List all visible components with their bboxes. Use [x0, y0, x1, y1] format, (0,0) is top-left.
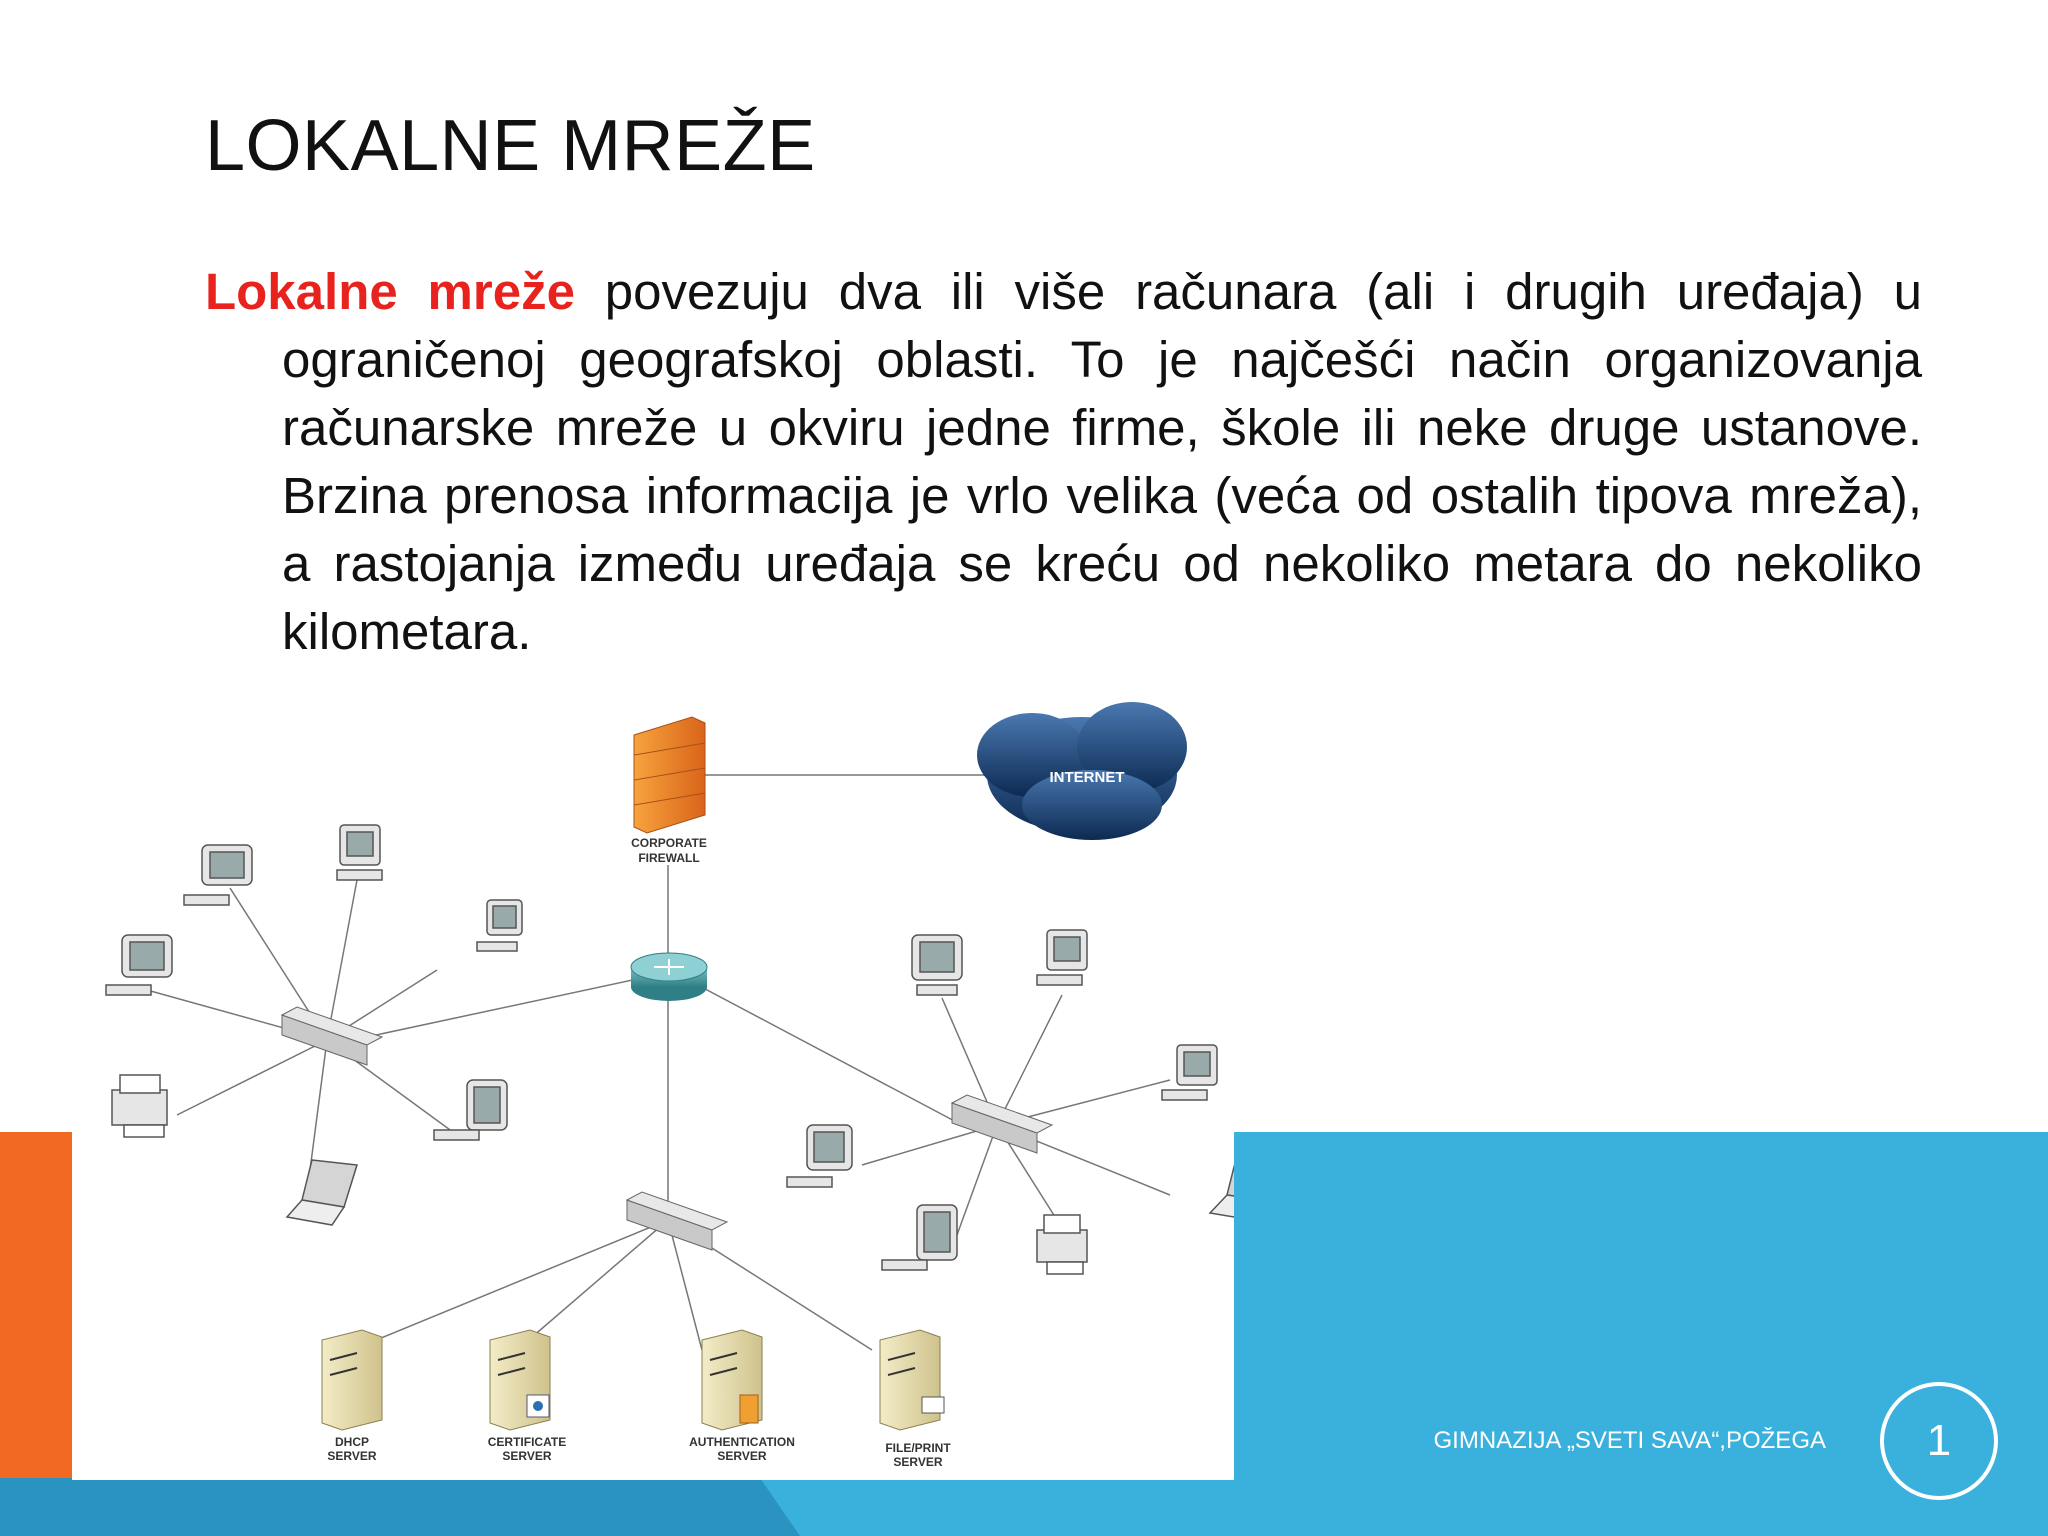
computer-icon	[434, 1080, 507, 1140]
switch-icon-right	[952, 1095, 1052, 1153]
firewall-label-1: CORPORATE	[631, 836, 707, 850]
internet-cloud-icon	[977, 702, 1187, 840]
authentication-server-icon	[689, 1330, 795, 1463]
computer-icon	[1037, 930, 1087, 985]
background-orange-band	[0, 1132, 76, 1490]
computer-icon	[787, 1125, 852, 1187]
firewall-label-2: FIREWALL	[638, 851, 700, 865]
dhcp-label-2: SERVER	[327, 1449, 377, 1463]
certificate-label-1: CERTIFICATE	[487, 1435, 567, 1449]
paragraph-text: povezuju dva ili više računara (ali i drugih uređaja) u ograničenoj geografskoj oblasti. To je najčešći način organizovanja računarske mreže u okviru jedne firme, škole ili neke druge ustanove. Brzina prenosa informacija je vrlo velika (veća od ostalih tipova mreža), a rastojanja između uređaja se kreću od nekoliko metara do nekoliko kilometara.	[282, 263, 1922, 660]
switch-icon-center	[627, 1192, 727, 1250]
laptop-icon	[1210, 1155, 1234, 1220]
page-number: 1	[1880, 1382, 1998, 1500]
authentication-label-1: AUTHENTICATION	[689, 1435, 795, 1449]
dhcp-label-1: DHCP	[334, 1435, 370, 1449]
firewall-icon	[631, 717, 707, 865]
computer-icon	[1162, 1045, 1217, 1100]
computer-icon	[184, 845, 252, 905]
footer-school-name: GIMNAZIJA „SVETI SAVA“,POŽEGA	[1433, 1427, 1826, 1454]
computer-icon	[337, 825, 382, 880]
certificate-server-icon	[488, 1330, 566, 1463]
body-paragraph	[205, 258, 1922, 666]
computer-icon	[477, 900, 522, 951]
laptop-icon	[287, 1160, 357, 1225]
background-bottom-dark-band	[0, 1478, 800, 1536]
file-print-label-2: SERVER	[893, 1455, 943, 1469]
authentication-label-2: SERVER	[717, 1449, 767, 1463]
file-print-label-1: FILE/PRINT	[885, 1441, 951, 1455]
computer-icon	[912, 935, 962, 995]
slide-title: LOKALNE MREŽE	[205, 106, 816, 186]
computer-icon	[882, 1205, 957, 1270]
router-icon	[631, 953, 707, 1001]
file-print-server-icon	[880, 1330, 951, 1469]
dhcp-server-icon	[322, 1330, 382, 1463]
printer-icon	[1037, 1215, 1087, 1274]
internet-label: INTERNET	[1049, 769, 1125, 786]
highlighted-term: Lokalne mreže	[205, 263, 575, 320]
certificate-label-2: SERVER	[502, 1449, 552, 1463]
network-diagram	[72, 685, 1234, 1480]
computer-icon	[106, 935, 172, 995]
printer-icon	[112, 1075, 167, 1137]
